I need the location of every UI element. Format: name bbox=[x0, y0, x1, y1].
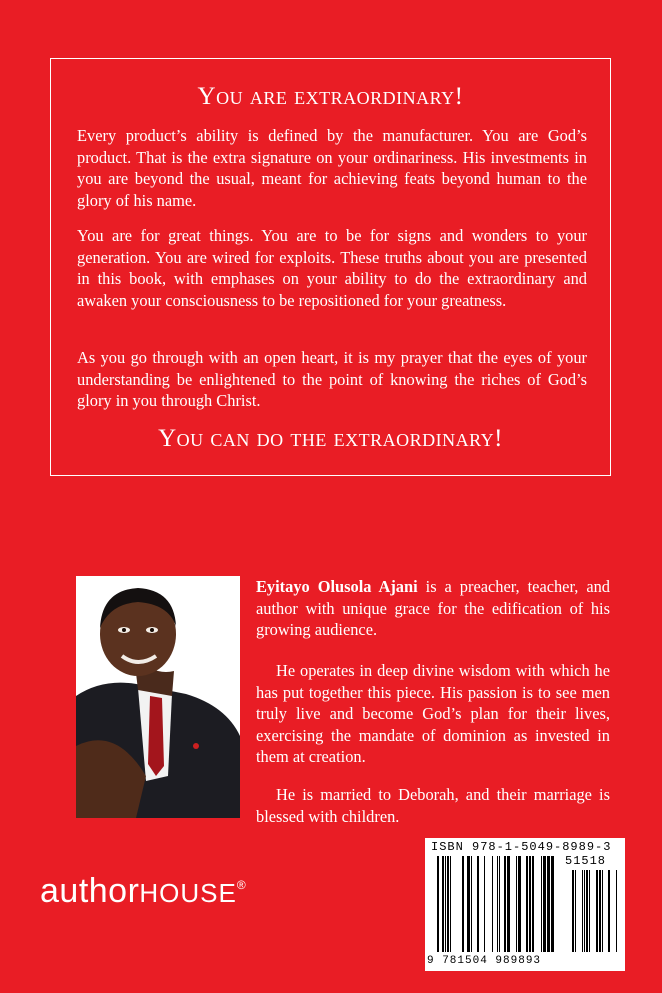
ean-text: 9 781504 989893 bbox=[427, 955, 542, 967]
blurb-frame bbox=[50, 58, 611, 476]
author-name: Eyitayo Olusola Ajani bbox=[256, 577, 418, 596]
logo-house: HOUSE bbox=[139, 878, 237, 908]
blurb-paragraph-1: Every product’s ability is defined by the manufacturer. You are God’s product. That is the extra signature on your ordinariness. His investments in you are beyond the usual, meant for achieving feats beyond human to the glory of his name. bbox=[77, 126, 587, 210]
blurb-paragraph-3: As you go through with an open heart, it is my prayer that the eyes of your understanding be enlightened to the point of knowing the riches of God’s glory in you through Christ. bbox=[77, 348, 587, 411]
author-bio-1 bbox=[256, 576, 610, 641]
author-bio-3: He is married to Deborah, and their marriage is blessed with children. bbox=[256, 785, 610, 826]
blurb-closing-heading: You can do the extraordinary! bbox=[158, 425, 503, 452]
author-bio-1-text: is a preacher, teacher, and author with unique grace for the edification of his growing audience. bbox=[256, 577, 610, 640]
publisher-logo bbox=[40, 872, 246, 911]
price-code-text: 51518 bbox=[565, 854, 607, 868]
blurb-paragraph-2: You are for great things. You are to be for signs and wonders to your generation. You are wired for exploits. These truths about you are presented in this book, with emphases on your ability to do the extraordinary and awaken your consciousness to be repositioned for your greatness. bbox=[77, 226, 587, 310]
logo-registered-mark: ® bbox=[236, 878, 247, 892]
author-photo bbox=[76, 576, 240, 818]
author-bio-2: He operates in deep divine wisdom with which he has put together this piece. His passion is to see men truly live and become God’s plan for their lives, exercising the mandate of dominion as invested in them at creation. bbox=[256, 661, 610, 767]
isbn-text: ISBN 978-1-5049-8989-3 bbox=[431, 840, 612, 854]
barcode bbox=[425, 838, 625, 971]
logo-author: author bbox=[40, 872, 140, 910]
blurb-heading: You are extraordinary! bbox=[197, 83, 464, 110]
